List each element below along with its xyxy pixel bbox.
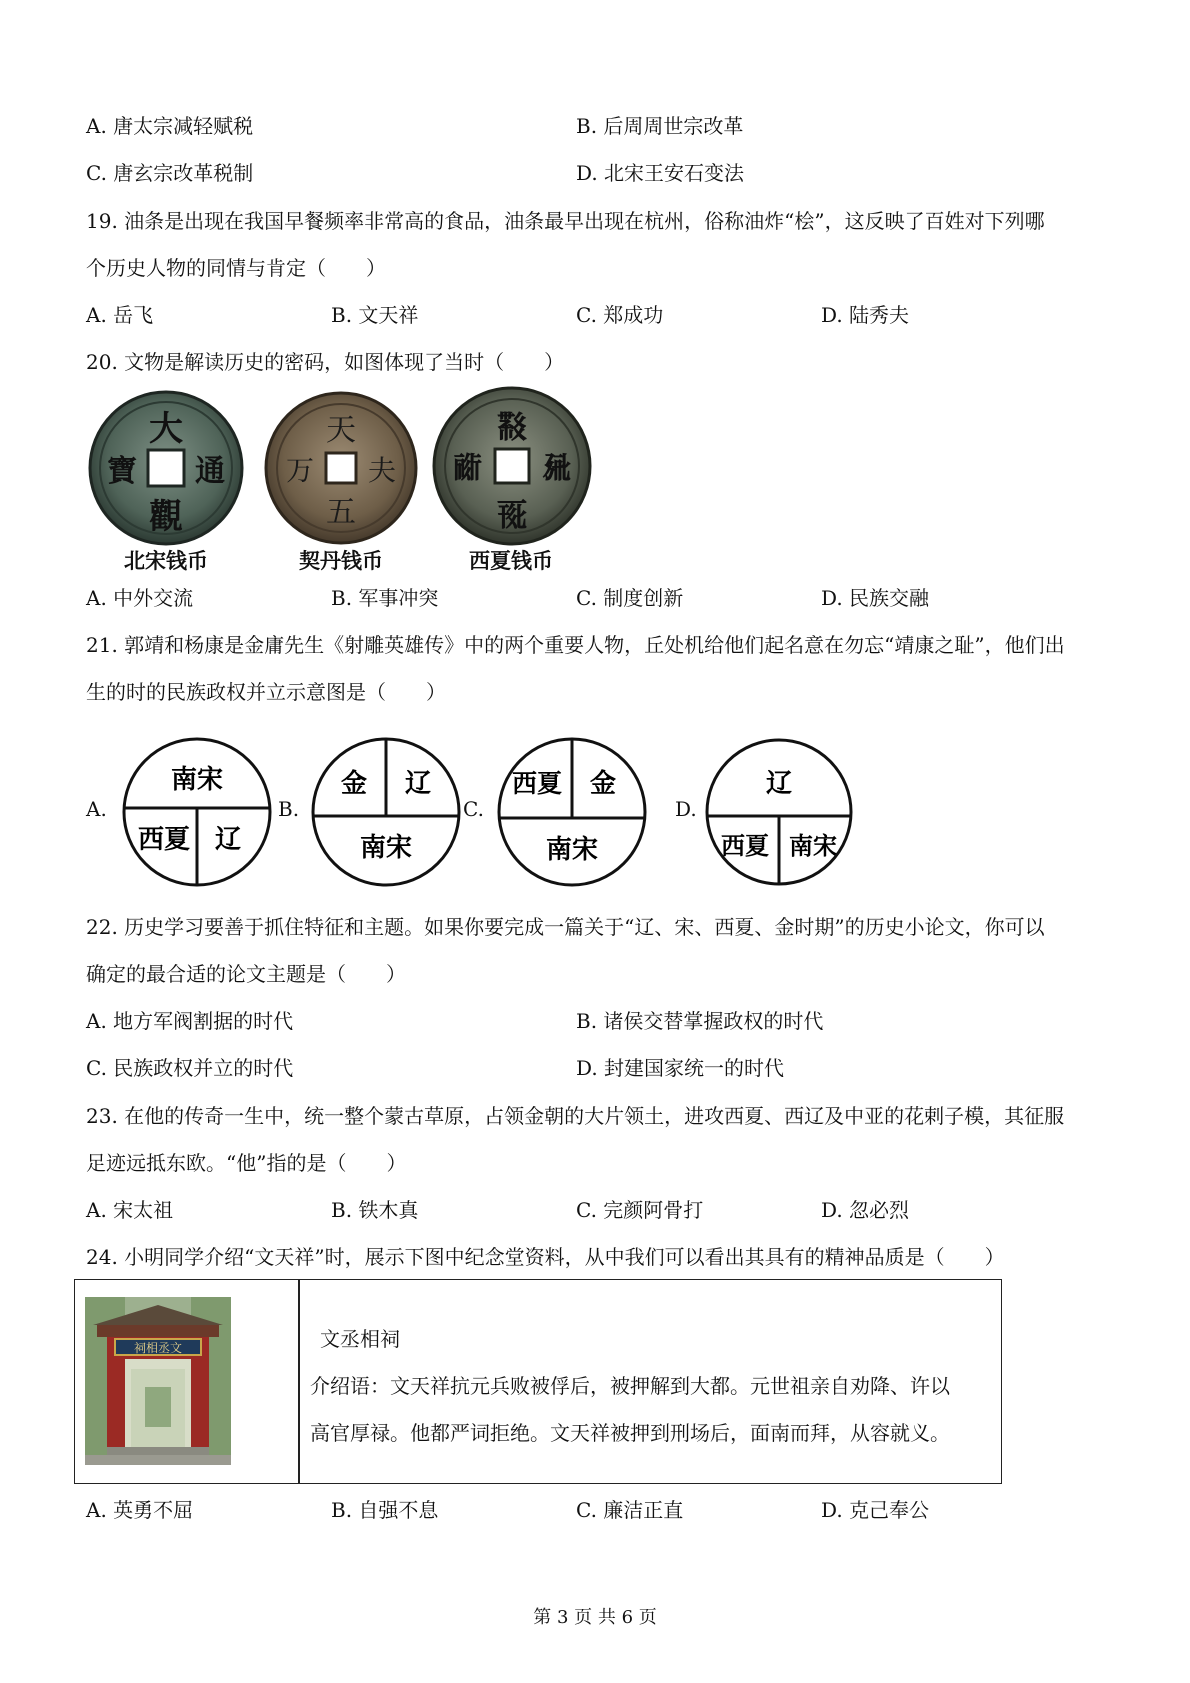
map-c-diagram	[495, 736, 649, 888]
q20-option-a: A. 中外交流	[86, 586, 194, 610]
q23-option-d: D. 忽必烈	[821, 1198, 910, 1222]
q19-option-a: A. 岳飞	[86, 303, 154, 327]
q22-option-d: D. 封建国家统一的时代	[576, 1056, 785, 1080]
q24-option-b: B. 自强不息	[331, 1498, 439, 1522]
coin-khitan	[262, 388, 420, 548]
map-d-lower-right: 南宋	[789, 831, 837, 860]
map-d-letter: D.	[675, 797, 697, 821]
q22-option-a: A. 地方军阀割据的时代	[86, 1009, 294, 1033]
q20-option-b: B. 军事冲突	[331, 586, 439, 610]
q20-option-d: D. 民族交融	[821, 586, 930, 610]
map-d-lower-left: 西夏	[721, 831, 769, 860]
coin-northern-song	[86, 388, 246, 548]
map-c-upper-left: 西夏	[511, 769, 563, 798]
coin3-right-char: 𗉜	[542, 451, 572, 486]
coin1-right-char: 通	[195, 454, 225, 489]
q24-box-line2: 高官厚禄。他都严词拒绝。文天祥被押到刑场后，面南而拜，从容就义。	[310, 1421, 950, 1445]
q24-box-line1: 介绍语：文天祥抗元兵败被俘后，被押解到大都。元世祖亲自劝降、许以	[310, 1374, 950, 1398]
map-b-upper-right: 辽	[404, 769, 432, 799]
coin3-top-char: 𘜶	[495, 408, 529, 446]
map-a-upper: 南宋	[170, 765, 224, 795]
q23-option-c: C. 完颜阿骨打	[576, 1198, 704, 1222]
q22-stem-line1: 22. 历史学习要善于抓住特征和主题。如果你要完成一篇关于“辽、宋、西夏、金时期”的历史小论文，你可以	[86, 915, 1045, 939]
q18-option-d: D. 北宋王安石变法	[576, 161, 745, 185]
map-b-letter: B.	[278, 797, 300, 821]
q24-box-divider	[298, 1279, 300, 1484]
map-a-letter: A.	[86, 797, 107, 821]
q18-option-a: A. 唐太宗减轻赋税	[86, 114, 254, 138]
coin1-left-char: 寶	[107, 454, 137, 489]
map-a-diagram	[120, 736, 274, 888]
page-footer: 第 3 页 共 6 页	[533, 1607, 657, 1628]
q19-stem-line2: 个历史人物的同情与肯定（ ）	[86, 256, 386, 280]
q19-option-b: B. 文天祥	[331, 303, 419, 327]
coin2-caption: 契丹钱币	[299, 549, 383, 573]
q20-stem: 20. 文物是解读历史的密码，如图体现了当时（ ）	[86, 350, 565, 374]
map-d-diagram	[703, 736, 855, 888]
q19-stem-line1: 19. 油条是出现在我国早餐频率非常高的食品，油条最早出现在杭州，俗称油炸“桧”，这反映了百姓对下列哪	[86, 209, 1045, 233]
q23-stem-line2: 足迹远抵东欧。“他”指的是（ ）	[86, 1151, 407, 1175]
map-c-letter: C.	[463, 797, 484, 821]
q18-option-b: B. 后周周世宗改革	[576, 114, 744, 138]
coin1-bottom-char: 觀	[149, 497, 183, 537]
map-b-lower: 南宋	[359, 833, 413, 863]
map-b-diagram	[308, 736, 464, 888]
coin2-top-char: 天	[326, 413, 356, 448]
q24-option-c: C. 廉洁正直	[576, 1498, 684, 1522]
temple-gate-photo	[85, 1297, 231, 1465]
coin2-bottom-char: 五	[326, 495, 356, 530]
q23-option-a: A. 宋太祖	[86, 1198, 174, 1222]
coin3-left-char: 𗠁	[453, 451, 483, 486]
map-a-lower-right: 辽	[214, 825, 242, 855]
q24-stem: 24. 小明同学介绍“文天祥”时，展示下图中纪念堂资料，从中我们可以看出其具有的精神品质是（ ）	[86, 1245, 1005, 1269]
q18-option-c: C. 唐玄宗改革税制	[86, 161, 254, 185]
q22-option-c: C. 民族政权并立的时代	[86, 1056, 294, 1080]
q23-option-b: B. 铁木真	[331, 1198, 419, 1222]
temple-plaque-text: 祠相丞文	[133, 1341, 183, 1355]
coin2-left-char: 万	[285, 454, 315, 487]
coin-western-xia	[430, 384, 594, 548]
coin1-top-char: 大	[149, 409, 183, 449]
q24-option-d: D. 克己奉公	[821, 1498, 930, 1522]
coin2-right-char: 夫	[367, 454, 397, 487]
q24-option-a: A. 英勇不屈	[86, 1498, 194, 1522]
q22-option-b: B. 诸侯交替掌握政权的时代	[576, 1009, 824, 1033]
q20-option-c: C. 制度创新	[576, 586, 684, 610]
q19-option-d: D. 陆秀夫	[821, 303, 910, 327]
q24-box-title: 文丞相祠	[320, 1327, 400, 1351]
coin3-bottom-char: 𗀔	[495, 496, 529, 534]
q23-stem-line1: 23. 在他的传奇一生中，统一整个蒙古草原，占领金朝的大片领土，进攻西夏、西辽及中亚的花剌子模，其征服	[86, 1104, 1065, 1128]
coin3-caption: 西夏钱币	[469, 549, 553, 573]
map-c-lower: 南宋	[545, 835, 599, 865]
map-c-upper-right: 金	[589, 769, 617, 799]
coin1-caption: 北宋钱币	[124, 549, 208, 573]
q19-option-c: C. 郑成功	[576, 303, 664, 327]
map-a-lower-left: 西夏	[137, 825, 191, 855]
q22-stem-line2: 确定的最合适的论文主题是（ ）	[86, 962, 406, 986]
q21-stem-line2: 生的时的民族政权并立示意图是（ ）	[86, 680, 446, 704]
map-d-upper: 辽	[765, 769, 793, 799]
map-b-upper-left: 金	[340, 769, 368, 799]
q21-stem-line1: 21. 郭靖和杨康是金庸先生《射雕英雄传》中的两个重要人物，丘处机给他们起名意在勿忘“靖康之耻”，他们出	[86, 633, 1065, 657]
